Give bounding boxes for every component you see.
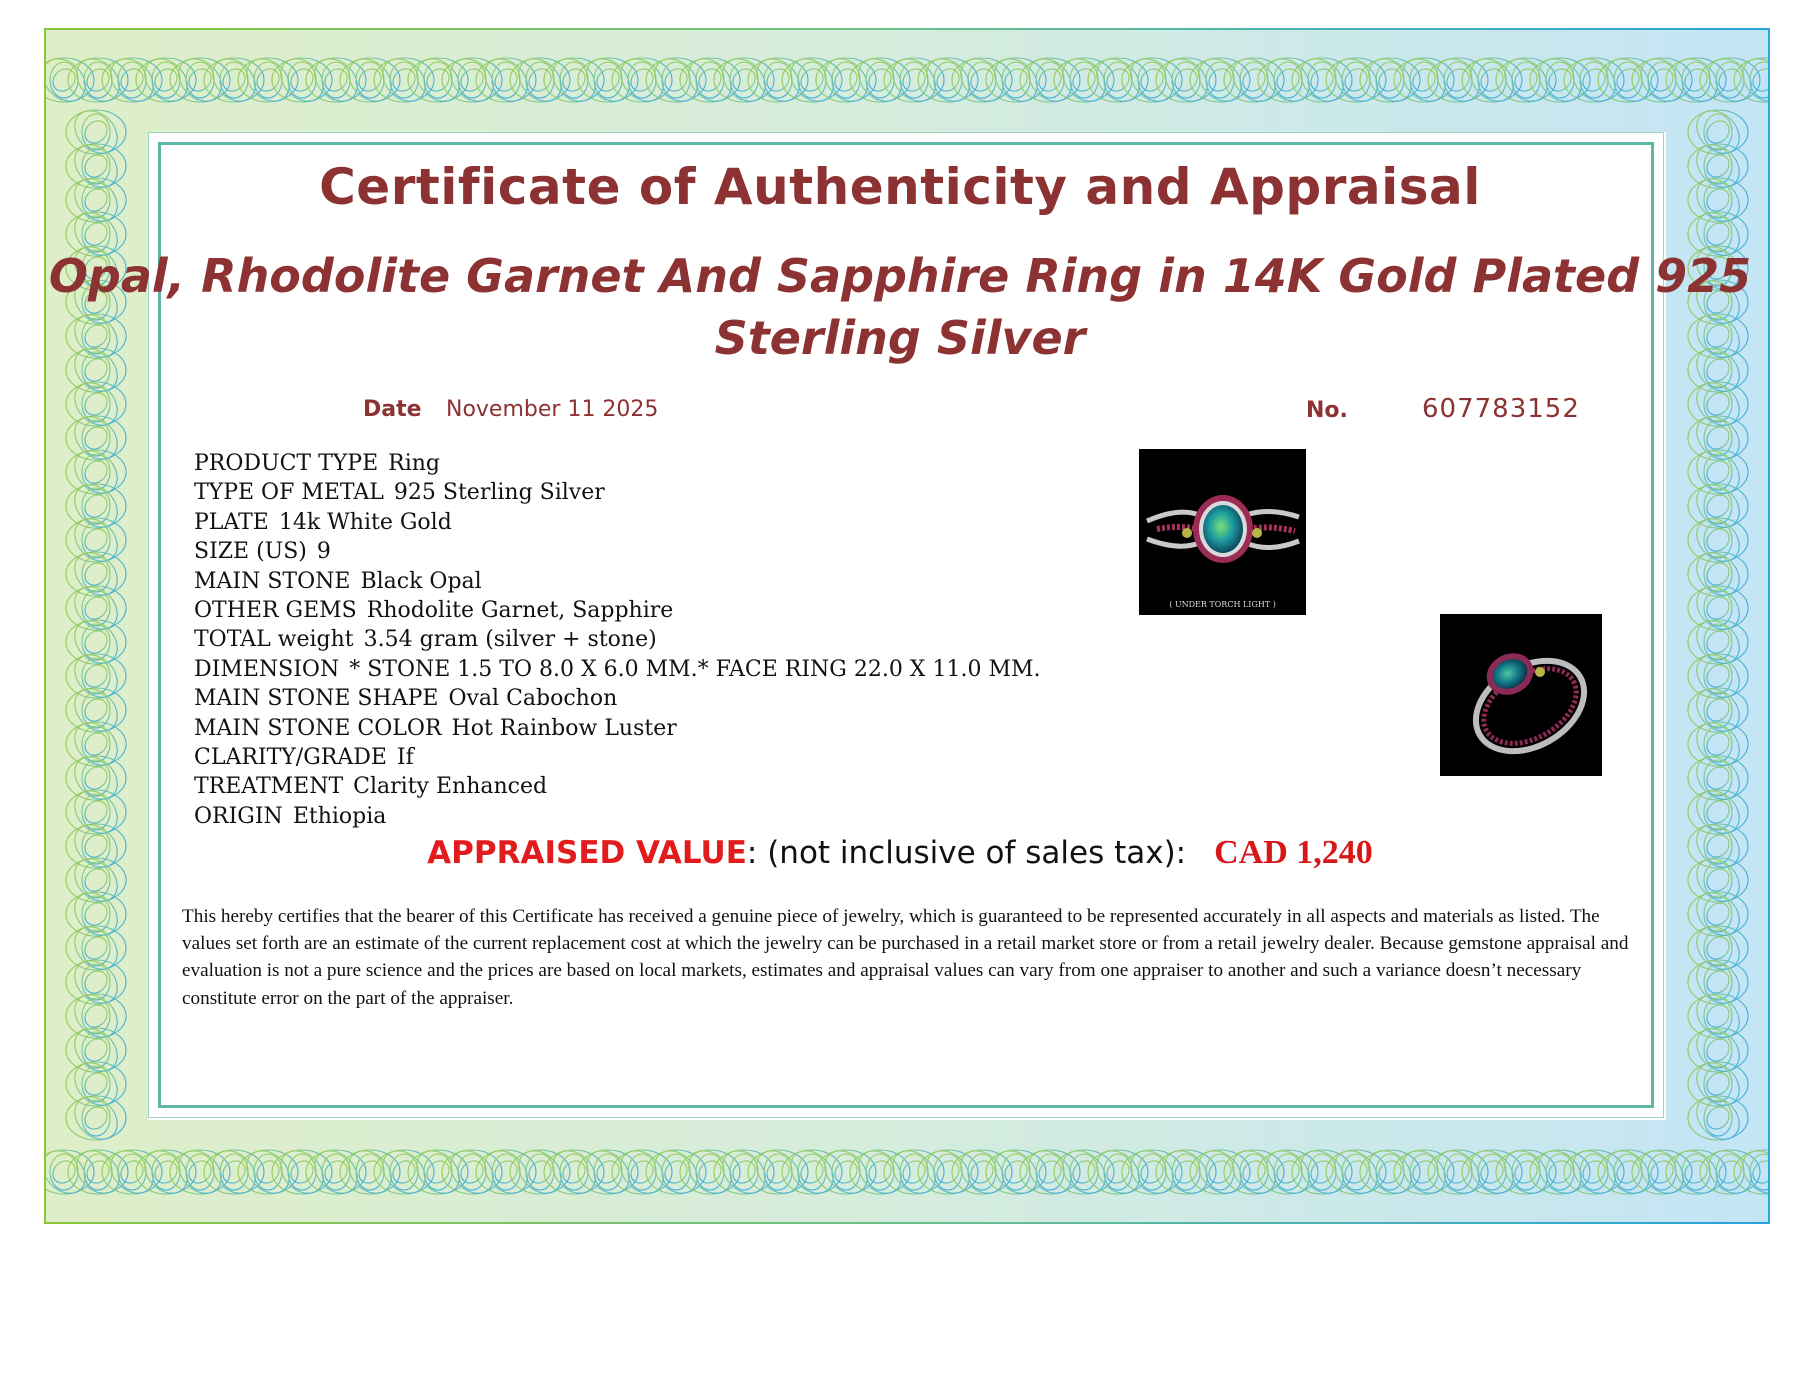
spec-value: Ring xyxy=(388,451,441,476)
spec-value: * STONE 1.5 TO 8.0 X 6.0 MM.* FACE RING 22.0 X 11.0 MM. xyxy=(349,656,1041,682)
certificate-number-label: No. xyxy=(1306,398,1348,423)
product-title: Opal, Rhodolite Garnet And Sapphire Ring in 14K Gold Plated 925 Sterling Silver xyxy=(48,249,1752,365)
ring-image xyxy=(1440,614,1602,776)
spec-row-plate xyxy=(194,508,1041,537)
spec-value: 3.54 gram (silver + stone) xyxy=(363,627,657,653)
spec-key: MAIN STONE SHAPE xyxy=(194,686,439,712)
certificate-title: Certificate of Authenticity and Appraisal xyxy=(319,158,1481,216)
spec-row-metal xyxy=(194,478,1041,507)
spec-row-treatment xyxy=(194,772,1041,801)
spec-value: Hot Rainbow Luster xyxy=(451,715,677,741)
spec-key: CLARITY/GRADE xyxy=(194,745,387,771)
spec-row-total-weight xyxy=(194,625,1041,654)
spec-value: 14k White Gold xyxy=(278,509,452,535)
ring-image xyxy=(1139,449,1306,615)
ring-photo-top-view xyxy=(1139,449,1306,615)
appraised-value-amount: CAD 1,240 xyxy=(1214,834,1373,871)
spec-value: Clarity Enhanced xyxy=(353,774,548,800)
spec-key: MAIN STONE COLOR xyxy=(194,715,442,741)
spec-value: 9 xyxy=(316,539,331,565)
certification-disclaimer: This hereby certifies that the bearer of this Certificate has received a genuine piece of jewelry, which is guaranteed to be represented accurately in all aspects and materials as listed. The values set forth are an estimate of the current replacement cost at which the jewelry can be purchased in a retail market store or from a retail jewelry dealer. Because gemstone appraisal and evaluation is not a pure science and the prices are based on local markets, estimates and appraisal values can vary from one appraiser to another and such a variance doesn’t necessary constitute error on the part of the appraiser. xyxy=(182,906,1629,1009)
spec-value: Oval Cabochon xyxy=(448,686,618,712)
date-label: Date xyxy=(363,397,422,422)
spec-value: Black Opal xyxy=(360,568,482,594)
spec-key: ORIGIN xyxy=(194,803,283,829)
specification-list xyxy=(194,449,1041,831)
ring-photo-side-view xyxy=(1440,614,1602,776)
spec-key: MAIN STONE xyxy=(194,568,351,594)
spec-key: SIZE (US) xyxy=(194,539,307,565)
appraised-value-note: : (not inclusive of sales tax): xyxy=(746,835,1187,871)
spec-row-size xyxy=(194,537,1041,566)
spec-key: PLATE xyxy=(194,509,269,535)
spec-row-stone-shape xyxy=(194,684,1041,713)
spec-value: 925 Sterling Silver xyxy=(393,480,605,506)
appraised-value-label: APPRAISED VALUE xyxy=(427,835,747,871)
certificate-number: 607783152 xyxy=(1422,394,1580,424)
spec-key: TOTAL weight xyxy=(194,627,354,653)
spec-key: DIMENSION xyxy=(194,656,340,682)
spec-row-other-gems xyxy=(194,596,1041,625)
spec-value: If xyxy=(396,745,414,771)
spec-row-clarity xyxy=(194,743,1041,772)
date-value: November 11 2025 xyxy=(446,397,659,422)
spec-key: TYPE OF METAL xyxy=(194,480,384,506)
spec-value: Rhodolite Garnet, Sapphire xyxy=(366,598,674,624)
spec-value: Ethiopia xyxy=(292,803,387,829)
spec-row-stone-color xyxy=(194,714,1041,743)
spec-row-origin xyxy=(194,802,1041,831)
spec-row-product-type xyxy=(194,449,1041,478)
spec-key: PRODUCT TYPE xyxy=(194,451,379,476)
spec-row-main-stone xyxy=(194,567,1041,596)
spec-key: OTHER GEMS xyxy=(194,598,357,624)
spec-key: TREATMENT xyxy=(194,774,344,800)
spec-row-dimension xyxy=(194,655,1041,684)
photo-caption: ( UNDER TORCH LIGHT ) xyxy=(1169,600,1276,609)
appraised-value-line xyxy=(0,834,1800,872)
